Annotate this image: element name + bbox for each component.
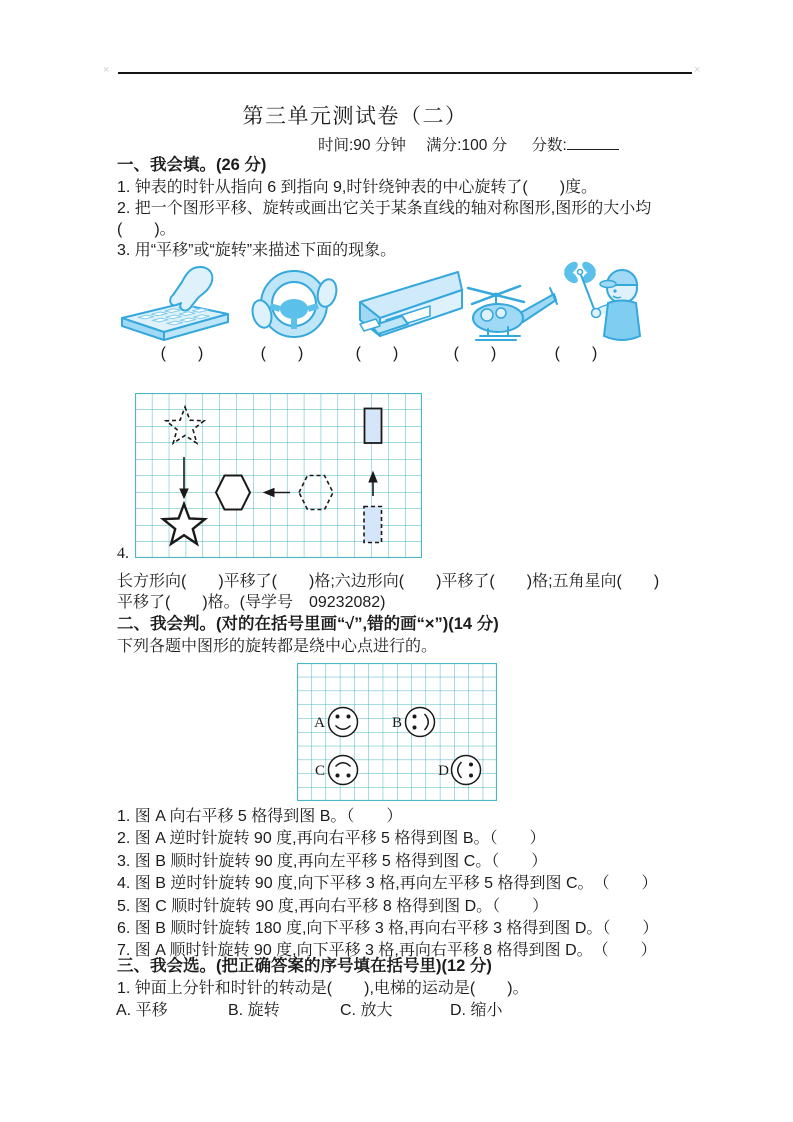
judge-item-4: 4. 图 B 逆时针旋转 90 度,向下平移 3 格,再向左平移 5 格得到图 C。 （ ） [117,875,658,893]
option-C: C. 放大 [340,1002,393,1019]
judge-item-3: 3. 图 B 顺时针旋转 90 度,再向左平移 5 格得到图 C。（ ） [117,852,548,870]
cut-mark-icon: × [694,64,701,76]
drawer-sliding-out [346,262,464,346]
section1-q4-line1: 长方形向( )平移了( )格;六边形向( )平移了( )格;五角星向( ) [117,573,660,590]
judge-item-6: 6. 图 B 顺时针旋转 180 度,向下平移 3 格,再向右平移 3 格得到图 D。（ ） [117,920,659,938]
solid-hexagon [216,476,250,510]
judge-item-2: 2. 图 A 逆时针旋转 90 度,再向右平移 5 格得到图 B。（ ） [117,830,546,848]
section3-heading: 三、我会选。(把正确答案的序号填在括号里)(12 分) [117,957,492,975]
cut-mark-icon: × [103,64,110,76]
face-C [329,756,358,785]
face-label-B: B [391,715,402,731]
boy-body [604,301,640,341]
q4-number-label: 4. [117,545,129,562]
judge-item-5: 5. 图 C 顺时针旋转 90 度,再向右平移 8 格得到图 D。（ ） [117,897,549,915]
tail-boom [520,294,556,322]
section2-items [117,806,658,963]
dashed-rectangle [364,507,382,543]
exam-full-score: 满分:100 分 [426,137,508,154]
section1-q2-line1: 2. 把一个图形平移、旋转或画出它关于某条直线的轴对称图形,图形的大小均 [117,200,652,217]
face-D [452,756,481,785]
cap-brim [600,281,616,288]
score-label: 分数: [531,137,567,154]
section1-heading: 一、我会填。(26 分) [117,156,267,174]
section2-heading: 二、我会判。(对的在括号里画“√”,错的画“×”)(14 分) [117,615,499,633]
option-B: B. 旋转 [228,1002,280,1019]
boy-with-pinwheel [556,258,668,350]
hand-pressing-calculator [116,264,236,346]
section1-q2-line2: ( )。 [117,221,176,238]
face-label-D: D [438,763,449,779]
section3-q1: 1. 钟面上分针和时针的转动是( ),电梯的运动是( )。 [117,980,529,997]
face-label-C: C [314,763,325,779]
helicopter-rotor [460,266,560,346]
exam-time: 时间:90 分钟 [318,137,406,154]
pinwheel-icon [562,259,598,314]
answer-blank: ( ) [160,345,204,362]
pressing-hand [170,267,212,311]
page-title: 第三单元测试卷（二） [242,104,468,128]
section2-intro: 下列各题中图形的旋转都是绕中心点进行的。 [117,638,438,655]
face-A [329,708,358,737]
solid-rectangle [365,409,382,444]
section1-q3: 3. 用“平移”或“旋转”来描述下面的现象。 [117,242,397,259]
cut-line [118,72,692,74]
answer-blank: ( ) [453,345,497,362]
face-label-A: A [314,715,325,731]
answer-blank: ( ) [554,345,598,362]
score-blank-line [567,137,619,150]
judge-item-7: 7. 图 A 顺时针旋转 90 度,向下平移 3 格,再向右平移 8 格得到图 D。 （ ） [117,942,657,960]
option-A: A. 平移 [116,1002,168,1019]
rotation-figure-grid [297,663,497,801]
face-B [406,708,435,737]
boy-hand [592,309,601,318]
judge-item-1: 1. 图 A 向右平移 5 格得到图 B。（ ） [117,808,403,825]
section1-q1: 1. 钟表的时针从指向 6 到指向 9,时针绕钟表的中心旋转了( )度。 [117,179,598,196]
section1-q4-line2: 平移了( )格。(导学号 09232082) [117,594,386,611]
answer-blank: ( ) [355,345,399,362]
hands-turning-steering-wheel [242,262,346,348]
option-D: D. 缩小 [450,1002,503,1019]
exam-info-line [318,133,619,155]
answer-blank: ( ) [260,345,304,362]
translation-figure-grid [135,393,422,558]
